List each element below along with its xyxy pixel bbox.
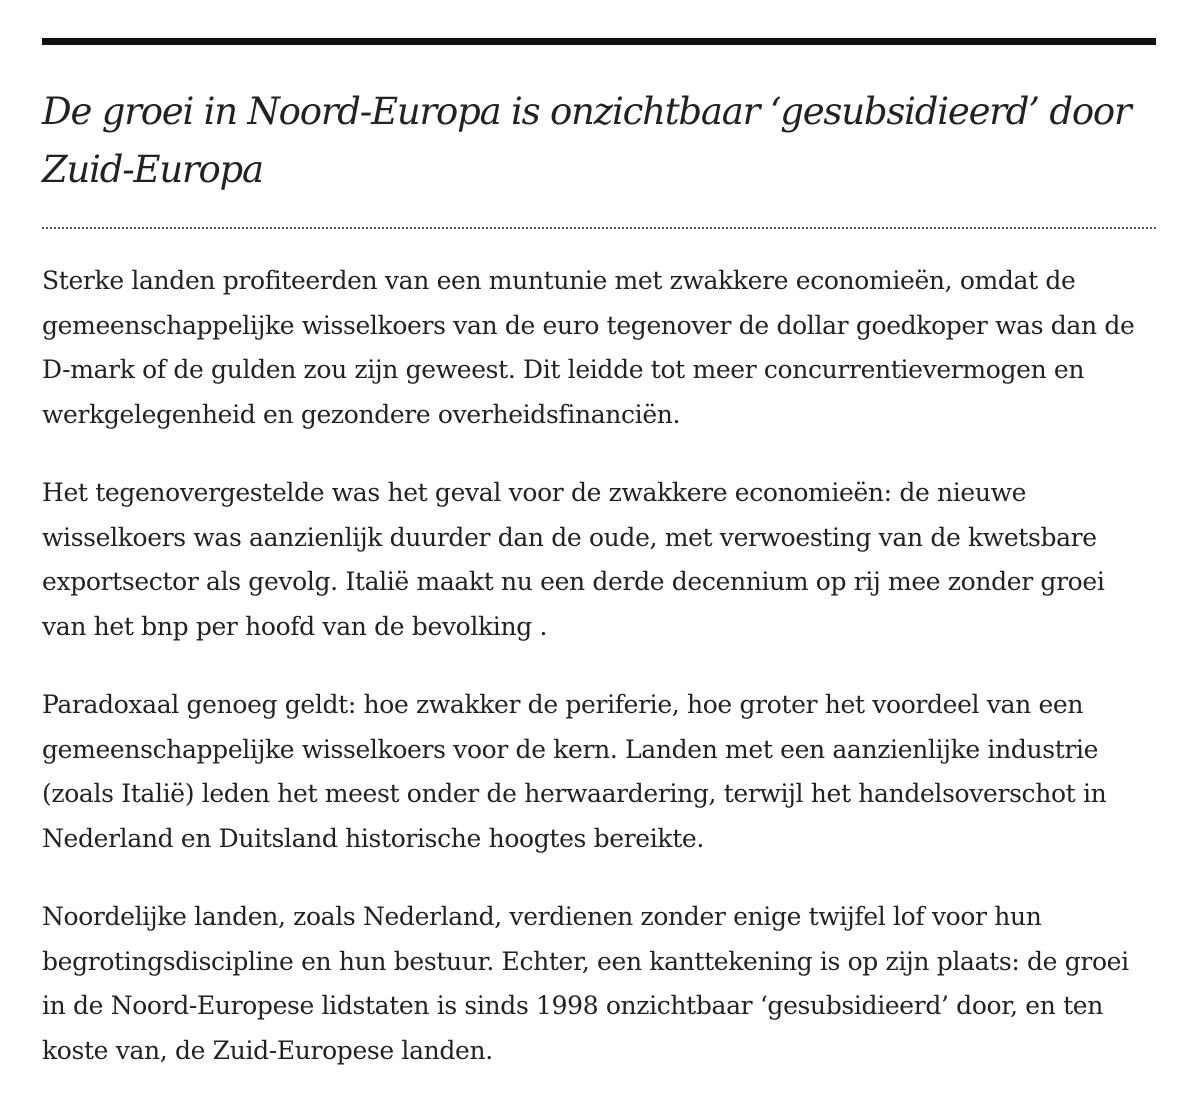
paragraph-4: Noordelijke landen, zoals Nederland, verdienen zonder enige twijfel lof voor hun begrotingsdiscipline en hun bestuur. Echter, een kanttekening is op zijn plaats: de groei in de Noord-Europese lidstaten is sinds 1998 onzichtbaar ‘gesubsidieerd’ door, en ten koste van, de Zuid-Europese landen. <box>42 902 1129 1065</box>
article <box>42 38 1156 1107</box>
pull-quote: De groei in Noord-Europa is onzichtbaar ‘gesubsidieerd’ door Zuid-Europa <box>42 90 1131 191</box>
article-body <box>42 259 1156 1073</box>
top-rule <box>42 38 1156 45</box>
paragraph-1: Sterke landen profiteerden van een muntunie met zwakkere economieën, omdat de gemeenschappelijke wisselkoers van de euro tegenover de dollar goedkoper was dan de D-mark of de gulden zou zijn geweest. Dit leidde tot meer concurrentievermogen en werkgelegenheid en gezondere overheidsfinanciën. <box>42 266 1135 429</box>
paragraph-3: Paradoxaal genoeg geldt: hoe zwakker de periferie, hoe groter het voordeel van een gemeenschappelijke wisselkoers voor de kern. Landen met een aanzienlijke industrie (zoals Italië) leden het meest onder de herwaardering, terwijl het handelsoverschot in Nederland en Duitsland historische hoogtes bereikte. <box>42 690 1107 853</box>
dotted-divider <box>42 227 1156 229</box>
paragraph-2: Het tegenovergestelde was het geval voor de zwakkere economieën: de nieuwe wisselkoers was aanzienlijk duurder dan de oude, met verwoesting van de kwetsbare exportsector als gevolg. Italië maakt nu een derde decennium op rij mee zonder groei van het bnp per hoofd van de bevolking . <box>42 478 1105 641</box>
